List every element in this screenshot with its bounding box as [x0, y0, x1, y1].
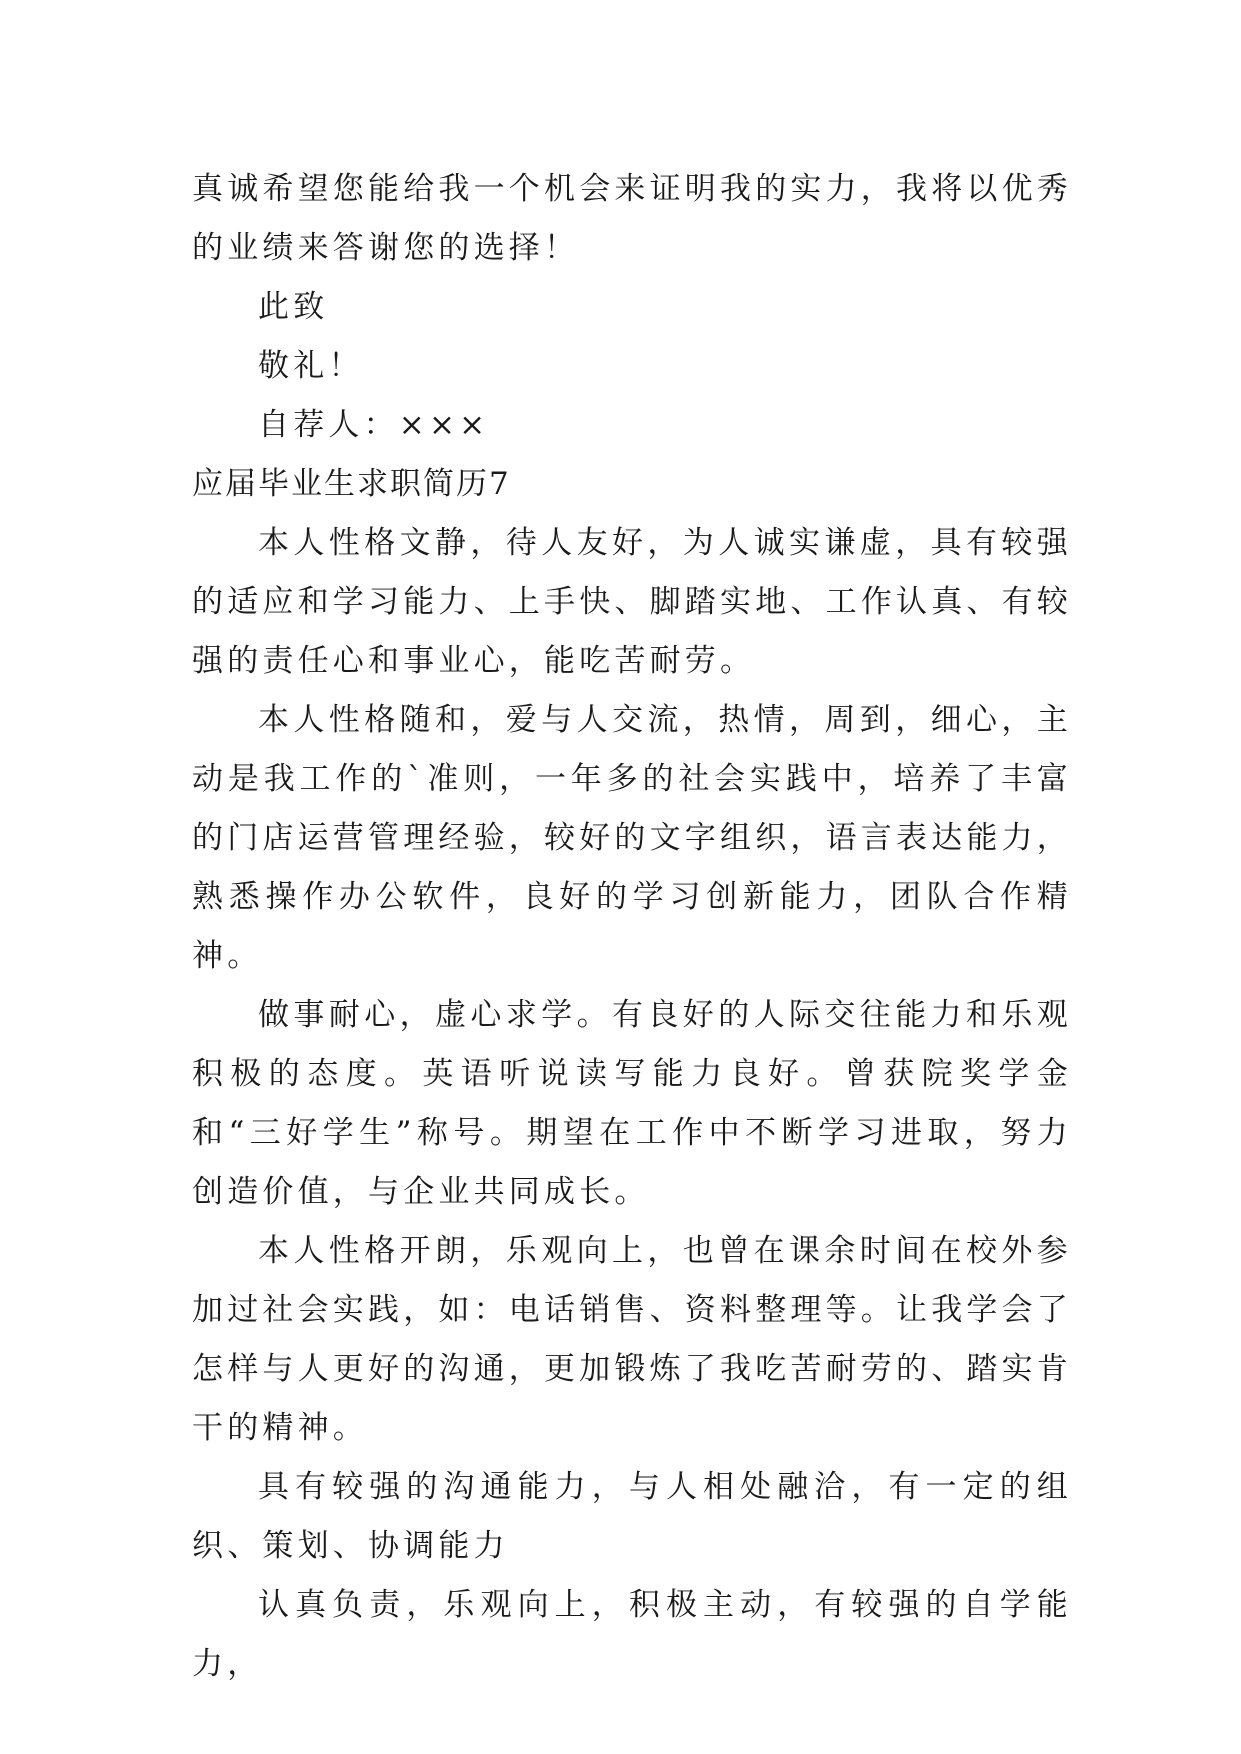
closing-salutation: 此致: [258, 289, 329, 325]
body-paragraph: 本人性格开朗，乐观向上，也曾在课余时间在校外参加过社会实践，如：电话销售、资料整理等。让我学会了怎样与人更好的沟通，更加锻炼了我吃苦耐劳的、踏实肯干的精神。: [192, 1233, 1072, 1446]
intro-paragraph: 真诚希望您能给我一个机会来证明我的实力，我将以优秀的业绩来答谢您的选择！: [192, 171, 1072, 266]
body-paragraph: 做事耐心，虚心求学。有良好的人际交往能力和乐观积极的态度。英语听说读写能力良好。曾获院奖学金和“三好学生”称号。期望在工作中不断学习进取，努力创造价值，与企业共同成长。: [192, 997, 1072, 1210]
body-paragraph: 本人性格文静，待人友好，为人诚实谦虚，具有较强的适应和学习能力、上手快、脚踏实地、工作认真、有较强的责任心和事业心，能吃苦耐劳。: [192, 525, 1072, 679]
section-title: 应届毕业生求职简历7: [192, 466, 511, 502]
body-paragraph: 认真负责，乐观向上，积极主动，有较强的自学能力，: [192, 1587, 1072, 1682]
body-paragraph: 具有较强的沟通能力，与人相处融洽，有一定的组织、策划、协调能力: [192, 1469, 1072, 1564]
body-paragraph: 本人性格随和，爱与人交流，热情，周到，细心，主动是我工作的`准则，一年多的社会实践中，培养了丰富的门店运营管理经验，较好的文字组织，语言表达能力，熟悉操作办公软件，良好的学习创新能力，团队合作精神。: [192, 702, 1072, 974]
closing-regards: 敬礼！: [258, 348, 364, 384]
signature: 自荐人：×××: [258, 407, 490, 443]
document-body: [192, 160, 1072, 1694]
